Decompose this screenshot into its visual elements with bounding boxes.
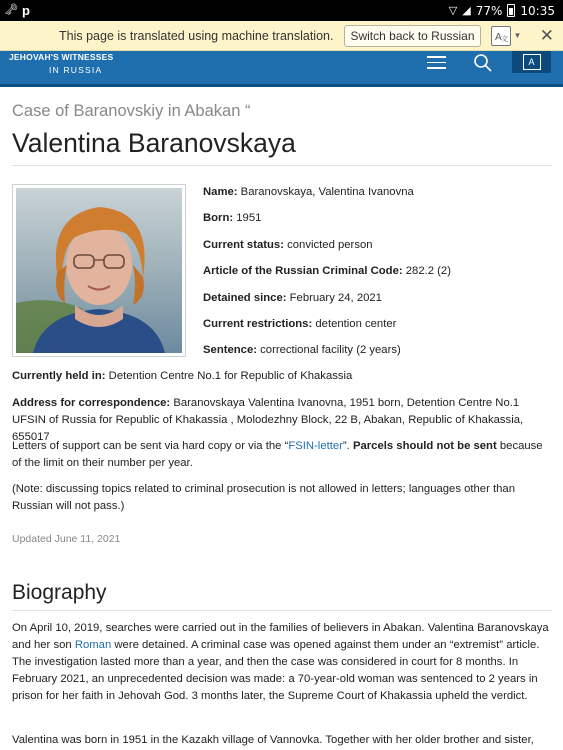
battery-percent: 77%: [475, 3, 503, 18]
site-logo-line1[interactable]: JEHOVAH'S WITNESSES: [9, 52, 114, 62]
correspondence-address: Address for correspondence: Baranovskaya Valentina Ivanovna, 1951 born, Detention Centre No.1 UFSIN of Russia for Republic of Khakassia , Molodezhny Block, 22 B, Abakan, Republic of Khakassia, 655017: [12, 397, 524, 443]
status-bar: [0, 0, 563, 21]
close-icon[interactable]: ✕: [539, 26, 554, 45]
biography-heading: Biography: [12, 581, 107, 604]
divider: [12, 610, 552, 611]
held-in: Currently held in: Detention Centre No.1 for Republic of Khakassia: [12, 370, 353, 382]
svg-text:A: A: [494, 31, 502, 42]
clock: 10:35: [520, 3, 555, 18]
fact-detained: Detained since: February 24, 2021: [203, 291, 382, 304]
app-indicator: p: [21, 3, 30, 18]
fact-born: Born: 1951: [203, 212, 262, 225]
roman-link[interactable]: Roman: [74, 639, 112, 651]
letters-info: Letters of support can be sent via hard copy or via the “FSIN-letter”. Parcels should not be sent because of the limit on their number per year.: [12, 440, 543, 469]
menu-icon[interactable]: [427, 56, 446, 70]
updated-date: Updated June 11, 2021: [12, 533, 121, 545]
fact-list: [203, 182, 451, 367]
biography-paragraph: Valentina was born in 1951 in the Kazakh village of Vannovka. Together with her older brother and sister,: [12, 734, 534, 746]
search-icon[interactable]: [473, 53, 493, 73]
page-title: Valentina Baranovskaya: [12, 128, 296, 158]
signal-icon: ◢: [462, 4, 471, 17]
translation-message: This page is translated using machine translation.: [59, 28, 334, 43]
portrait-photo: [12, 184, 186, 357]
fact-name: Name: Baranovskaya, Valentina Ivanovna: [203, 186, 414, 198]
fact-status: Current status: convicted person: [203, 238, 373, 251]
site-logo-line2[interactable]: IN RUSSIA: [49, 65, 103, 75]
site-header: [0, 51, 563, 87]
fsin-letter-link[interactable]: FSIN-letter: [288, 440, 343, 452]
battery-icon: [507, 4, 515, 17]
wifi-icon: ▽: [448, 4, 458, 17]
switch-to-russian-button[interactable]: Switch back to Russian: [344, 25, 480, 47]
fact-article: Article of the Russian Criminal Code: 282.2 (2): [203, 265, 451, 278]
translate-icon: A: [523, 54, 541, 70]
fact-sentence: Sentence: correctional facility (2 years): [203, 344, 401, 357]
case-subtitle[interactable]: Case of Baranovskiy in Abakan “: [12, 102, 251, 120]
language-button[interactable]: [512, 51, 551, 73]
biography-paragraph: On April 10, 2019, searches were carried out in the families of believers in Abakan. Valentina Baranovskaya and her son Roman were detained. A criminal case was opened against them under an “extremist” article. The investigation lasted more than a year, and then the case was considered in court for 8 months. In February 2021, an unprecedented decision was made: a 70-year-old woman was sentenced to 2 years in prison for her faith in Jehovah God. 3 months later, the Supreme Court of Khakassia upheld the verdict.: [12, 622, 549, 702]
translation-bar: [0, 21, 563, 51]
letters-note: (Note: discussing topics related to criminal prosecution is not allowed in letters; languages other than Russian will not pass.): [12, 483, 515, 512]
svg-text:文: 文: [500, 34, 508, 42]
divider: [12, 165, 552, 166]
translate-icon[interactable]: [491, 26, 511, 46]
fact-restrictions: Current restrictions: detention center: [203, 317, 397, 330]
key-icon: 🗝: [4, 4, 18, 16]
chevron-down-icon[interactable]: ▼: [513, 31, 522, 40]
